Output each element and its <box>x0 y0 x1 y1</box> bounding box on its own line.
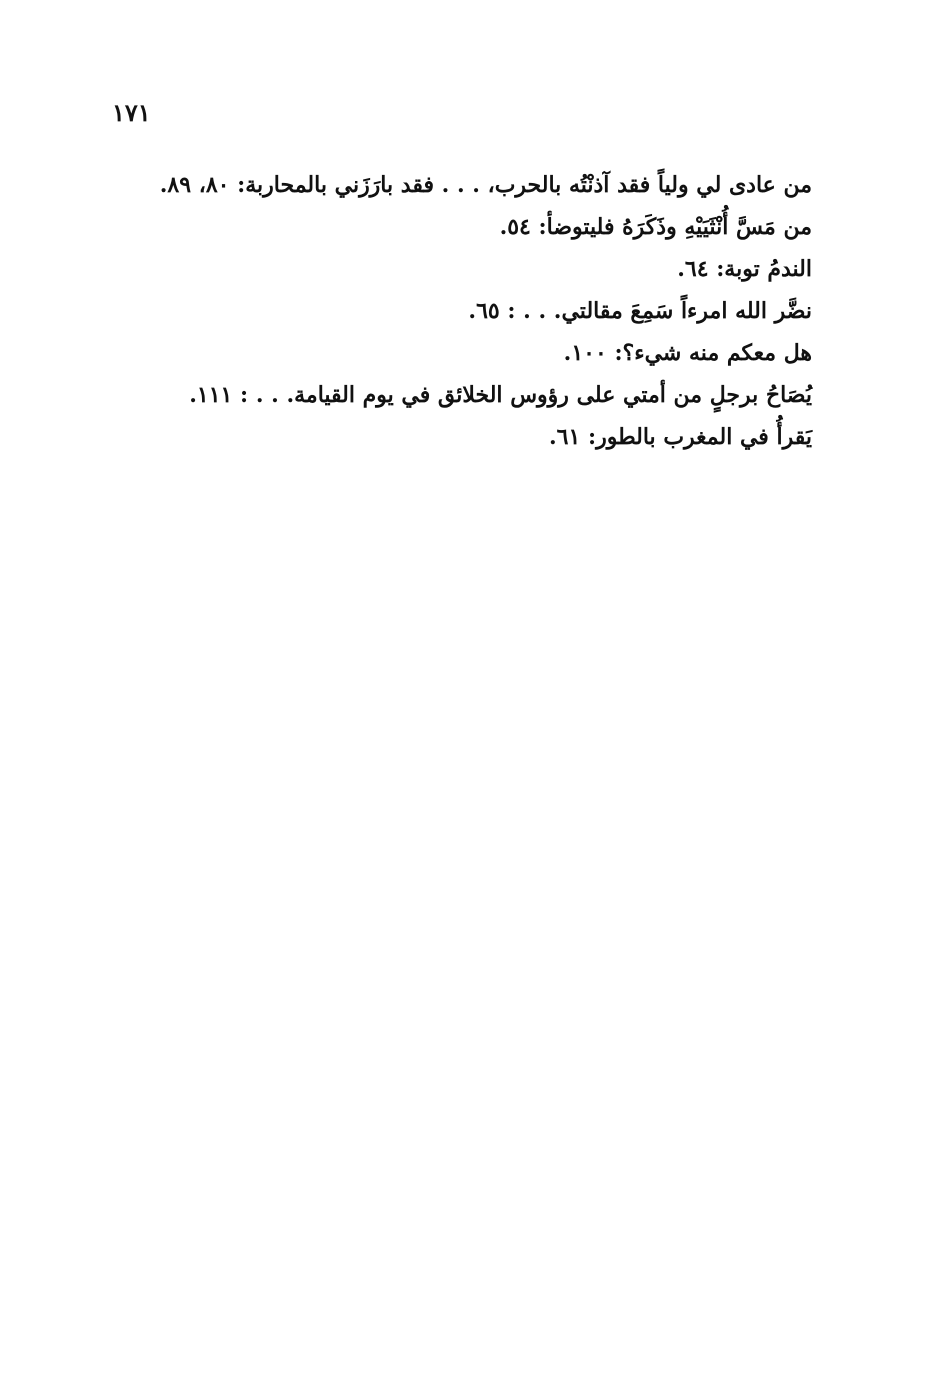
list-item: يَقرأُ في المغرب بالطور: ٦١. <box>549 424 812 450</box>
list-item: من مَسَّ أُنْثَيَيْهِ وذَكَرَهُ فليتوضأ: ٥٤. <box>499 214 812 240</box>
list-item: هل معكم منه شيء؟: ١٠٠. <box>563 340 812 366</box>
list-item: من عادى لي ولياً فقد آذنْتُه بالحرب، . . . فقد بارَزَني بالمحاربة: ٨٠، ٨٩. <box>159 172 812 198</box>
list-item: يُصَاحُ برجلٍ من أمتي على رؤوس الخلائق في يوم القيامة. . . : ١١١. <box>189 382 812 408</box>
page-number: ١٧١ <box>112 98 151 127</box>
list-item: نضَّر الله امرءاً سَمِعَ مقالتي. . . : ٦٥. <box>468 298 812 324</box>
hadith-index-list <box>159 164 812 458</box>
list-item: الندمُ توبة: ٦٤. <box>677 256 812 282</box>
